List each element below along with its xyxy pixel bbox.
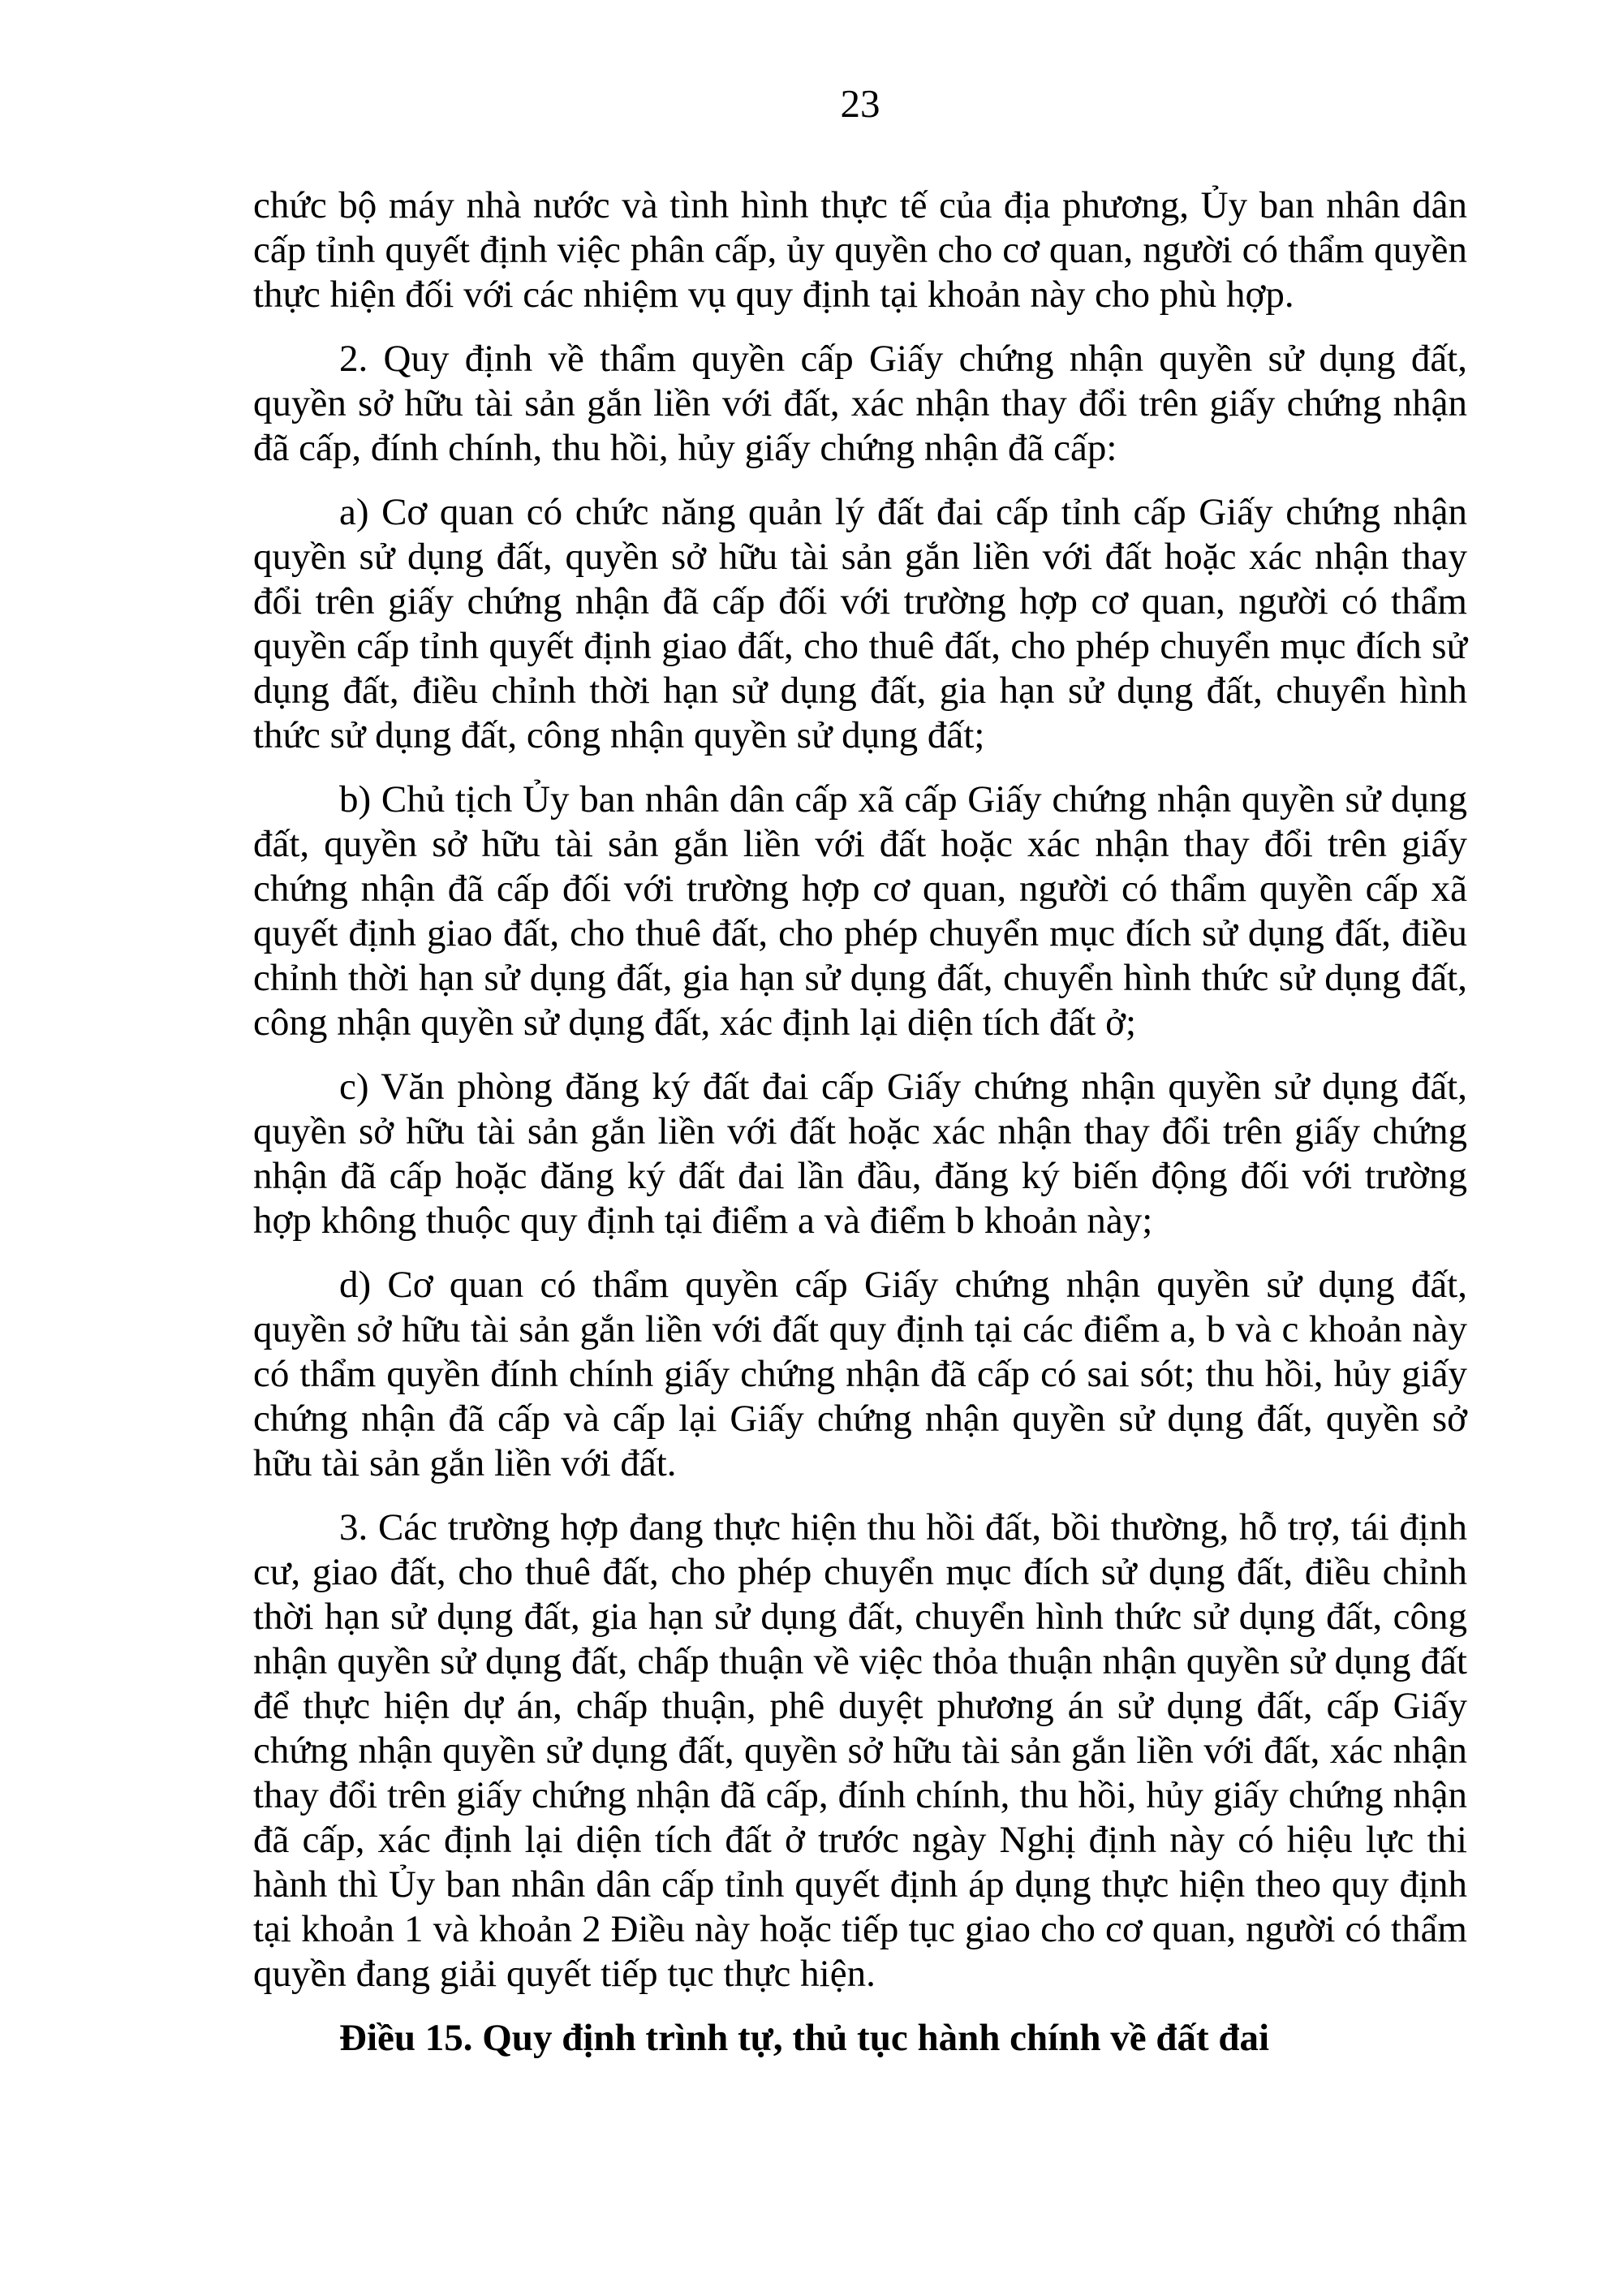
paragraph-point-c: c) Văn phòng đăng ký đất đai cấp Giấy chứng nhận quyền sử dụng đất, quyền sở hữu tài sản gắn liền với đất hoặc xác nhận thay đổi trên giấy chứng nhận đã cấp hoặc đăng ký đất đai lần đầu, đăng ký biến động đối với trường hợp không thuộc quy định tại điểm a và điểm b khoản này; — [253, 1066, 1467, 1242]
paragraph-continuation: chức bộ máy nhà nước và tình hình thực tế của địa phương, Ủy ban nhân dân cấp tỉnh quyết định việc phân cấp, ủy quyền cho cơ quan, người có thẩm quyền thực hiện đối với các nhiệm vụ quy định tại khoản này cho phù hợp. — [253, 184, 1467, 316]
paragraph-clause-3: 3. Các trường hợp đang thực hiện thu hồi đất, bồi thường, hỗ trợ, tái định cư, giao đất, cho thuê đất, cho phép chuyển mục đích sử dụng đất, điều chỉnh thời hạn sử dụng đất, gia hạn sử dụng đất, chuyển hình thức sử dụng đất, công nhận quyền sử dụng đất, chấp thuận về việc thỏa thuận nhận quyền sử dụng đất để thực hiện dự án, chấp thuận, phê duyệt phương án sử dụng đất, cấp Giấy chứng nhận quyền sử dụng đất, quyền sở hữu tài sản gắn liền với đất, xác nhận thay đổi trên giấy chứng nhận đã cấp, đính chính, thu hồi, hủy giấy chứng nhận đã cấp, xác định lại diện tích đất ở trước ngày Nghị định này có hiệu lực thi hành thì Ủy ban nhân dân cấp tỉnh quyết định áp dụng thực hiện theo quy định tại khoản 1 và khoản 2 Điều này hoặc tiếp tục giao cho cơ quan, người có thẩm quyền đang giải quyết tiếp tục thực hiện. — [253, 1506, 1467, 1995]
paragraph-point-d: d) Cơ quan có thẩm quyền cấp Giấy chứng nhận quyền sử dụng đất, quyền sở hữu tài sản gắn liền với đất quy định tại các điểm a, b và c khoản này có thẩm quyền đính chính giấy chứng nhận đã cấp có sai sót; thu hồi, hủy giấy chứng nhận đã cấp và cấp lại Giấy chứng nhận quyền sử dụng đất, quyền sở hữu tài sản gắn liền với đất. — [253, 1264, 1467, 1484]
page-number: 23 — [840, 81, 880, 126]
paragraph-clause-2: 2. Quy định về thẩm quyền cấp Giấy chứng nhận quyền sử dụng đất, quyền sở hữu tài sản gắn liền với đất, xác nhận thay đổi trên giấy chứng nhận đã cấp, đính chính, thu hồi, hủy giấy chứng nhận đã cấp: — [253, 338, 1467, 469]
document-body — [253, 183, 1467, 2080]
article-15-heading: Điều 15. Quy định trình tự, thủ tục hành chính về đất đai — [339, 2017, 1270, 2059]
paragraph-point-a: a) Cơ quan có chức năng quản lý đất đai cấp tỉnh cấp Giấy chứng nhận quyền sử dụng đất, quyền sở hữu tài sản gắn liền với đất hoặc xác nhận thay đổi trên giấy chứng nhận đã cấp đối với trường hợp cơ quan, người có thẩm quyền cấp tỉnh quyết định giao đất, cho thuê đất, cho phép chuyển mục đích sử dụng đất, điều chỉnh thời hạn sử dụng đất, gia hạn sử dụng đất, chuyển hình thức sử dụng đất, công nhận quyền sử dụng đất; — [253, 491, 1467, 756]
paragraph-point-b: b) Chủ tịch Ủy ban nhân dân cấp xã cấp Giấy chứng nhận quyền sử dụng đất, quyền sở hữu tài sản gắn liền với đất hoặc xác nhận thay đổi trên giấy chứng nhận đã cấp đối với trường hợp cơ quan, người có thẩm quyền cấp xã quyết định giao đất, cho thuê đất, cho phép chuyển mục đích sử dụng đất, điều chỉnh thời hạn sử dụng đất, gia hạn sử dụng đất, chuyển hình thức sử dụng đất, công nhận quyền sử dụng đất, xác định lại diện tích đất ở; — [253, 778, 1467, 1044]
